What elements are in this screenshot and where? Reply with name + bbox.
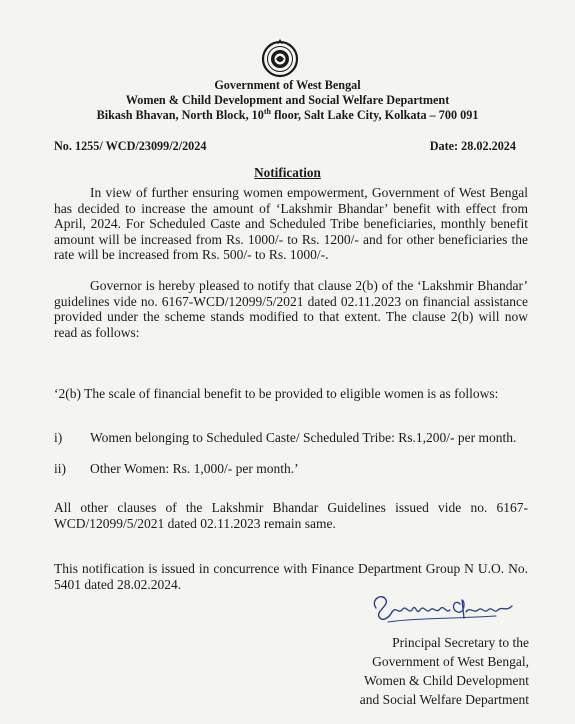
list-item-text: Other Women: Rs. 1,000/- per month.’: [90, 461, 299, 476]
list-item-number: ii): [54, 461, 66, 476]
list-item-text: Women belonging to Scheduled Caste/ Scheduled Tribe: Rs.1,200/- per month.: [90, 430, 517, 445]
designation-line: and Social Welfare Department: [359, 692, 529, 707]
paragraph-4: All other clauses of the Lakshmir Bhandar Guidelines issued vide no. 6167-WCD/12099/5/2021 dated 02.11.2023 remain same.: [54, 500, 528, 531]
paragraph-5: This notification is issued in concurrence with Finance Department Group N U.O. No. 5401 dated 28.02.2024.: [54, 561, 528, 592]
designation-line: Women & Child Development: [363, 673, 529, 688]
address-part: Bikash Bhavan, North Block, 10: [96, 108, 264, 122]
designation-line: Principal Secretary to the: [392, 635, 529, 650]
notification-date: Date: 28.02.2024: [429, 139, 516, 153]
department-address: [0, 108, 575, 123]
paragraph-2: Governor is hereby pleased to notify that clause 2(b) of the ‘Lakshmir Bhandar’ guidelines vide no. 6167-WCD/12099/5/2021 dated 02.11.2023 on financial assistance provided under the scheme stands modified to that extent. The clause 2(b) will now read as follows:: [54, 278, 528, 340]
department-name: Women & Child Development and Social Welfare Department: [125, 93, 450, 107]
paragraph-1: In view of further ensuring women empowerment, Government of West Bengal has decided to increase the amount of ‘Lakshmir Bhandar’ benefit with effect from April, 2024. For Scheduled Caste and Scheduled Tribe beneficiaries, monthly benefit amount will be increased from Rs. 1000/- to Rs. 1200/- and for other beneficiaries the rate will be increased from Rs. 500/- to Rs. 1000/-.: [54, 185, 528, 263]
list-item-number: i): [54, 430, 63, 445]
paragraph-3: ‘2(b) The scale of financial benefit to be provided to eligible women is as follows:: [54, 386, 499, 401]
biswa-bangla-emblem-icon: [260, 38, 300, 78]
page-title: Notification: [254, 165, 321, 180]
address-part: floor, Salt Lake City, Kolkata – 700 091: [270, 108, 479, 122]
reference-number: No. 1255/ WCD/23099/2/2024: [54, 139, 207, 153]
signatory-designation: [300, 633, 529, 709]
designation-line: Government of West Bengal,: [372, 654, 529, 669]
address-ordinal: th: [263, 106, 271, 116]
government-name: Government of West Bengal: [214, 78, 361, 92]
signature-image: [366, 588, 526, 630]
reference-line: [54, 139, 516, 154]
